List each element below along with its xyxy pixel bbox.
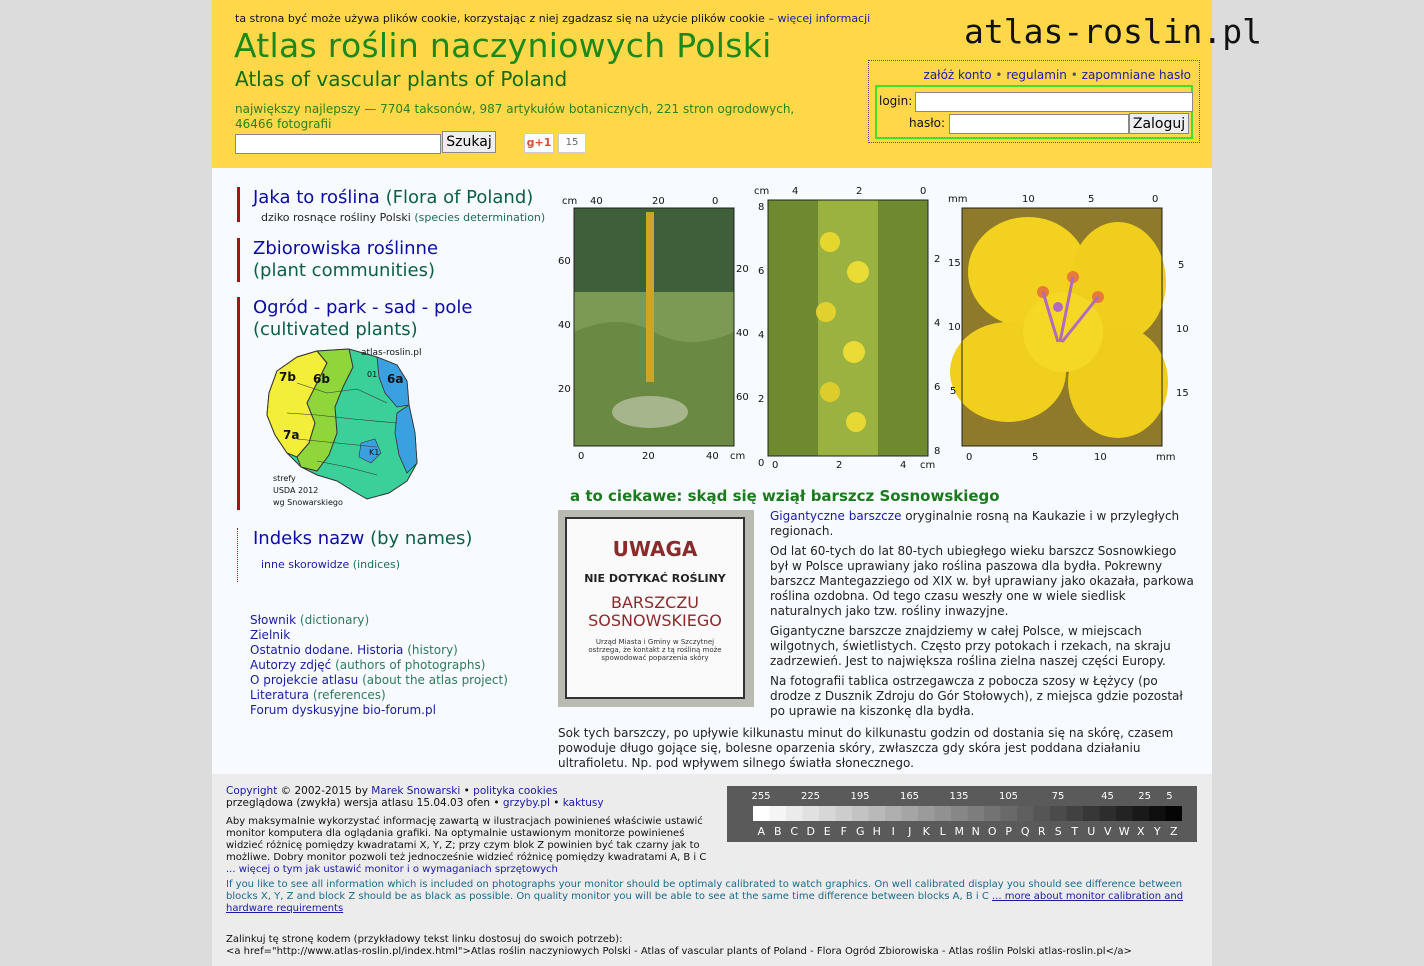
gray-letter: H <box>872 825 881 838</box>
article-paragraph: Od lat 60-tych do lat 80-tych ubiegłego wieku barszcz Sosnowkiego był w Polsce uprawiany jako roślina paszowa dla bydła. Pokrewny barszcz Mantegazziego od XIX w. był uprawiany jako okazała, parkowa roślina ozdobna. Od tego czasu weszły one w wiele siedlisk naturalnych jako tzw. rośliny inwazyjne. <box>770 544 1194 618</box>
forgot-password-link[interactable]: zapomniane hasło <box>1081 68 1191 82</box>
tick-label: 0 <box>578 451 585 462</box>
gray-letter: F <box>840 825 847 838</box>
references-link[interactable]: Literatura <box>250 688 309 702</box>
gplus-count: 15 <box>558 133 586 153</box>
gray-value: 105 <box>998 791 1019 802</box>
gray-letter: Q <box>1020 825 1030 838</box>
gray-value: 45 <box>1101 791 1114 802</box>
gray-swatch <box>852 806 869 821</box>
tick-label: 5 <box>1032 452 1039 463</box>
gray-swatch <box>869 806 886 821</box>
nav-flora-en: (Flora of Poland) <box>385 187 534 208</box>
species-determination-link[interactable]: (species determination) <box>414 211 546 224</box>
tick-label: 40 <box>590 196 603 207</box>
cookie-notice <box>235 12 870 25</box>
gray-swatch <box>902 806 919 821</box>
tick-label: 8 <box>758 202 765 213</box>
gray-letter: P <box>1005 825 1013 838</box>
cookie-more-link[interactable]: więcej informacji <box>777 12 871 25</box>
gray-value: 255 <box>751 791 771 802</box>
gray-letter: R <box>1037 825 1046 838</box>
zone-label: 01 <box>367 370 378 379</box>
tick-label: 60 <box>558 256 571 267</box>
gray-swatch <box>803 806 820 821</box>
site-logo-text: atlas-roslin.pl <box>964 12 1263 51</box>
nav-index-en: (by names) <box>370 528 473 549</box>
tick-label: 8 <box>934 446 941 457</box>
monitor-more-en-link[interactable]: ... more about monitor calibration and hardware requirements <box>226 891 1184 914</box>
login-box <box>868 60 1200 143</box>
gray-swatch <box>1050 806 1067 821</box>
monitor-more-pl-link[interactable]: ... więcej o tym jak ustawić monitor i o wymaganiach sprzętowych <box>226 864 558 875</box>
photo-mullein-plant[interactable] <box>574 208 734 446</box>
gray-swatch <box>918 806 935 821</box>
nav-garden-en: (cultivated plants) <box>253 319 418 340</box>
tick-label: 0 <box>712 196 719 207</box>
password-input[interactable] <box>949 114 1129 134</box>
sign-line: SOSNOWSKIEGO <box>588 611 722 630</box>
separator: • <box>460 785 474 797</box>
gray-swatch <box>1149 806 1166 821</box>
list-item <box>250 688 508 703</box>
login-form <box>875 85 1193 139</box>
sign-small-print: Urząd Miasta i Gminy w Szczytnej ostrzega, że kontakt z tą rośliną może spowodować poparzenia skóry <box>588 638 722 662</box>
tick-label: 0 <box>772 460 779 471</box>
gray-swatch <box>819 806 836 821</box>
photo-1-unit: cm <box>562 196 578 207</box>
version-text: przeglądowa (zwykła) wersja atlasu 15.04.03 ofen • <box>226 797 503 809</box>
tick-label: 20 <box>652 196 665 207</box>
footer <box>212 774 1212 966</box>
forum-link[interactable]: Forum dyskusyjne bio-forum.pl <box>250 703 436 717</box>
gray-letter: N <box>971 825 980 838</box>
list-item <box>250 613 508 628</box>
link-en: (references) <box>312 688 386 702</box>
map-site-label: atlas-roslin.pl <box>361 348 422 358</box>
gray-value: 25 <box>1138 791 1151 802</box>
article-title: a to ciekawe: skąd się wziął barszcz Sosnowskiego <box>570 487 1000 505</box>
list-item <box>250 643 508 658</box>
map-caption-2: USDA 2012 <box>273 486 319 495</box>
gray-letter: G <box>855 825 865 838</box>
gray-letter: O <box>987 825 997 838</box>
gplus-button[interactable]: g+1 <box>524 133 554 153</box>
tick-label: 40 <box>736 328 749 339</box>
tick-label: 5 <box>1178 260 1185 271</box>
photo-2-unit: cm <box>754 186 770 197</box>
gray-swatch <box>770 806 787 821</box>
nav-garden-link[interactable]: Ogród - park - sad - pole <box>253 297 473 318</box>
article-paragraph: Gigantyczne barszcze znajdziemy w całej Polsce, w miejscach wilgotnych, świetlistych. Często przy potokach i rzekach, na skraju zadrzewień. Jest to największa roślina zielna naszej części Europy. <box>770 624 1171 668</box>
tick-label: 10 <box>1022 194 1035 205</box>
gray-swatch <box>1034 806 1051 821</box>
gray-letter: M <box>954 825 964 838</box>
grzyby-link[interactable]: grzyby.pl <box>502 797 550 809</box>
author-link[interactable]: Marek Snowarski <box>371 785 461 797</box>
tick-label: 20 <box>642 451 655 462</box>
about-link[interactable]: O projekcie atlasu <box>250 673 359 687</box>
gray-value: 225 <box>800 791 821 802</box>
gray-letter: X <box>1136 825 1145 838</box>
map-caption-1: strefy <box>273 474 296 483</box>
link-en: (authors of photographs) <box>335 658 486 672</box>
cookies-policy-link[interactable]: polityka cookies <box>473 785 558 797</box>
nav-flora-sub: dziko rosnące rośliny Polski <box>261 211 411 224</box>
gray-letter: W <box>1118 825 1130 838</box>
usda-zone-map[interactable] <box>257 343 442 508</box>
link-code: <a href="http://www.atlas-roslin.pl/index.html">Atlas roślin naczyniowych Polski - Atlas of vascular plants of Poland - Flora Ogród Zbiorowiska - Atlas roślin Polski atlas-roslin.pl</a> <box>226 946 1132 957</box>
giant-hogweed-link[interactable]: Gigantyczne barszcze <box>770 509 902 523</box>
gray-letter: D <box>806 825 815 838</box>
link-en: (about the atlas project) <box>362 673 508 687</box>
gray-swatch <box>1083 806 1100 821</box>
nav-index-link[interactable]: Indeks nazw <box>253 528 365 549</box>
list-item <box>250 703 508 718</box>
other-indices-en: (indices) <box>352 558 400 571</box>
copyright-text: © 2002-2015 by <box>277 785 372 797</box>
zone-label: 6a <box>387 372 404 386</box>
tick-label: 6 <box>758 266 765 277</box>
gray-swatch <box>968 806 985 821</box>
tick-label: 5 <box>1088 194 1095 205</box>
link-en: (history) <box>407 643 458 657</box>
page-title: Atlas roślin naczyniowych Polski <box>234 26 772 65</box>
gray-letter: Y <box>1153 825 1161 838</box>
gray-swatch <box>984 806 1001 821</box>
tick-label: 2 <box>758 394 765 405</box>
gray-swatch <box>951 806 968 821</box>
separator: • <box>1070 68 1078 82</box>
page <box>212 0 1263 966</box>
secondary-links <box>250 613 508 718</box>
separator: • <box>549 797 563 809</box>
account-links <box>924 68 1191 82</box>
zone-label: K1 <box>369 448 380 457</box>
zone-label: 6b <box>313 372 330 386</box>
tick-label: 20 <box>736 264 749 275</box>
link-intro: Zalinkuj tę stronę kodem (przykładowy tekst linku dostosuj do swoich potrzeb): <box>226 934 623 945</box>
article-text: oryginalnie rosną na Kaukazie i w przyległych regionach. <box>770 509 1180 538</box>
gray-swatch <box>1116 806 1133 821</box>
nav-flora-link[interactable]: Jaka to roślina <box>253 187 380 208</box>
monitor-text-pl: Aby maksymalnie wykorzystać informację zawartą w ilustracjach powinieneś właściwie ustawić monitor komputera dla oglądania grafiki. Na optymalnie ustawionym monitorze powinieneś widzieć różnicę pomiędzy kwadratami X, Y, Z; przy czym blok Z powinien być tak czarny jak to możliwe. Dobry monitor pozwoli też jednocześnie widzieć różnicę pomiędzy kwadratami A, B i C <box>226 816 707 863</box>
zone-label: 7b <box>279 370 296 384</box>
login-input[interactable] <box>915 92 1193 112</box>
tick-label: 2 <box>836 460 843 471</box>
article-body <box>770 509 1194 724</box>
kaktusy-link[interactable]: kaktusy <box>562 797 604 809</box>
tick-label: 6 <box>934 382 941 393</box>
tick-label: 4 <box>934 318 941 329</box>
tick-label: 10 <box>1094 452 1107 463</box>
gray-letter: L <box>939 825 946 838</box>
tick-label: 0 <box>758 458 765 469</box>
gray-letter: E <box>823 825 831 838</box>
rules-link[interactable]: regulamin <box>1006 68 1067 82</box>
cookie-text: ta strona być może używa plików cookie, korzystając z niej zgadzasz się na użycie plików cookie – <box>235 12 774 25</box>
gray-value: 165 <box>899 791 920 802</box>
gray-letter: K <box>922 825 930 838</box>
nav-communities <box>237 238 438 282</box>
tick-label: 40 <box>706 451 719 462</box>
gray-value: 195 <box>850 791 870 802</box>
page-subtitle: Atlas of vascular plants of Poland <box>235 67 568 91</box>
site-stats: największy najlepszy — 7704 taksonów, 987 artykułów botanicznych, 221 stron ogrodowych, 46466 fotografii <box>235 102 795 131</box>
gray-swatch <box>753 806 770 821</box>
gray-letter: I <box>891 825 895 838</box>
tick-label: 10 <box>1176 324 1189 335</box>
flower[interactable] <box>950 208 1168 446</box>
monitor-info-pl <box>226 816 710 876</box>
copyright-link[interactable]: Copyright <box>226 785 278 797</box>
plant-photos <box>558 182 1198 472</box>
sign-line: NIE DOTYKAĆ ROŚLINY <box>584 572 726 585</box>
login-button[interactable]: Zaloguj <box>1129 113 1189 134</box>
tick-label: 5 <box>950 386 957 397</box>
list-item <box>250 673 508 688</box>
zone-label: 7a <box>283 428 300 442</box>
gray-swatch <box>1017 806 1034 821</box>
nav-index <box>237 528 472 582</box>
monitor-info-en <box>226 879 1186 915</box>
gray-swatch <box>1100 806 1117 821</box>
gray-swatch <box>836 806 853 821</box>
article-paragraph: Sok tych barszczy, po upływie kilkunastu minut do kilkunastu godzin od dostania się na skórę, czasem powoduje długo gojące się, bolesne oparzenia skóry, zwłaszcza gdy skóra jest poddana działaniu ultrafioletu. Np. pod wpływem silnego światła słonecznego. <box>558 726 1174 770</box>
article-paragraph: Na fotografii tablica ostrzegawcza z pobocza szosy w Łężycy (po drodze z Dusznik Zdroju do Gór Stołowych), z miejsca gdzie pozostał po uprawie na kiszonkę dla bydła. <box>770 674 1183 718</box>
tick-label: 0 <box>920 186 927 197</box>
password-label: hasło: <box>909 116 946 130</box>
header <box>212 0 1263 168</box>
gray-letter: U <box>1087 825 1096 838</box>
tick-label: 0 <box>1152 194 1159 205</box>
tick-label: 0 <box>966 452 973 463</box>
link-code-section <box>226 934 1186 958</box>
tick-label: 60 <box>736 392 749 403</box>
tick-label: 2 <box>856 186 863 197</box>
gray-swatch <box>786 806 803 821</box>
gray-letter: V <box>1103 825 1112 838</box>
gray-letter: B <box>773 825 782 838</box>
search-input[interactable] <box>235 134 441 154</box>
nav-flora <box>237 187 545 222</box>
search-button[interactable]: Szukaj <box>442 131 496 153</box>
gray-letter: A <box>757 825 766 838</box>
nav-communities-en: (plant communities) <box>253 260 435 281</box>
gray-swatch <box>1166 806 1183 821</box>
list-item <box>250 628 508 643</box>
monitor-calibration-chart <box>727 786 1197 842</box>
register-link[interactable]: załóż konto <box>923 68 992 82</box>
map-caption-3: wg Snowarskiego <box>273 498 343 507</box>
dictionary-link[interactable]: Słownik <box>250 613 297 627</box>
gray-swatch <box>1067 806 1084 821</box>
gray-value: 5 <box>1166 791 1173 802</box>
warning-sign-photo[interactable] <box>558 510 754 707</box>
tick-label: 4 <box>900 460 907 471</box>
tick-label: 40 <box>558 320 571 331</box>
photo-3-unit: mm <box>948 194 968 205</box>
tick-label: 10 <box>948 322 961 333</box>
gray-swatch <box>885 806 902 821</box>
gray-letter: C <box>790 825 799 838</box>
other-indices-link[interactable]: inne skorowidze <box>261 558 350 571</box>
sign-line: BARSZCZU <box>611 593 699 612</box>
gray-letter: Z <box>1169 825 1178 838</box>
list-item <box>250 658 508 673</box>
authors-link[interactable]: Autorzy zdjęć <box>250 658 332 672</box>
gray-letter: J <box>908 825 912 838</box>
nav-communities-link[interactable]: Zbiorowiska roślinne <box>253 238 439 259</box>
monitor-text-en: If you like to see all information which is included on photographs your monitor should be optimaly calibrated to watch graphics. On well calibrated display you should see difference between blocks X, Y, Z and block Z should be as black as possible. On quality monitor you will be able to see at the same time difference between blocks A, B i C <box>226 879 1183 902</box>
gray-swatch <box>1001 806 1018 821</box>
photo-3-unit-bottom: mm <box>1156 452 1176 463</box>
gray-letter: S <box>1054 825 1062 838</box>
gray-swatch <box>935 806 952 821</box>
tick-label: 4 <box>792 186 799 197</box>
sign-title: UWAGA <box>612 537 698 561</box>
photo-1-unit-bottom: cm <box>730 451 746 462</box>
gray-letter: T <box>1071 825 1079 838</box>
tick-label: 4 <box>758 330 765 341</box>
separator: • <box>995 68 1003 82</box>
footer-copyright <box>226 785 604 809</box>
tick-label: 20 <box>558 384 571 395</box>
gray-value: 135 <box>949 791 969 802</box>
herbarium-link[interactable]: Zielnik <box>250 628 291 642</box>
tick-label: 2 <box>934 254 941 265</box>
gray-value: 75 <box>1051 791 1065 802</box>
link-en: (dictionary) <box>299 613 370 627</box>
photo-2-unit-bottom: cm <box>920 460 936 471</box>
login-label: login: <box>879 94 913 108</box>
photo-mullein-spike[interactable] <box>768 200 928 456</box>
tick-label: 15 <box>1176 388 1189 399</box>
gray-swatch <box>1133 806 1150 821</box>
tick-label: 15 <box>948 258 961 269</box>
history-link[interactable]: Ostatnio dodane. Historia <box>250 643 404 657</box>
